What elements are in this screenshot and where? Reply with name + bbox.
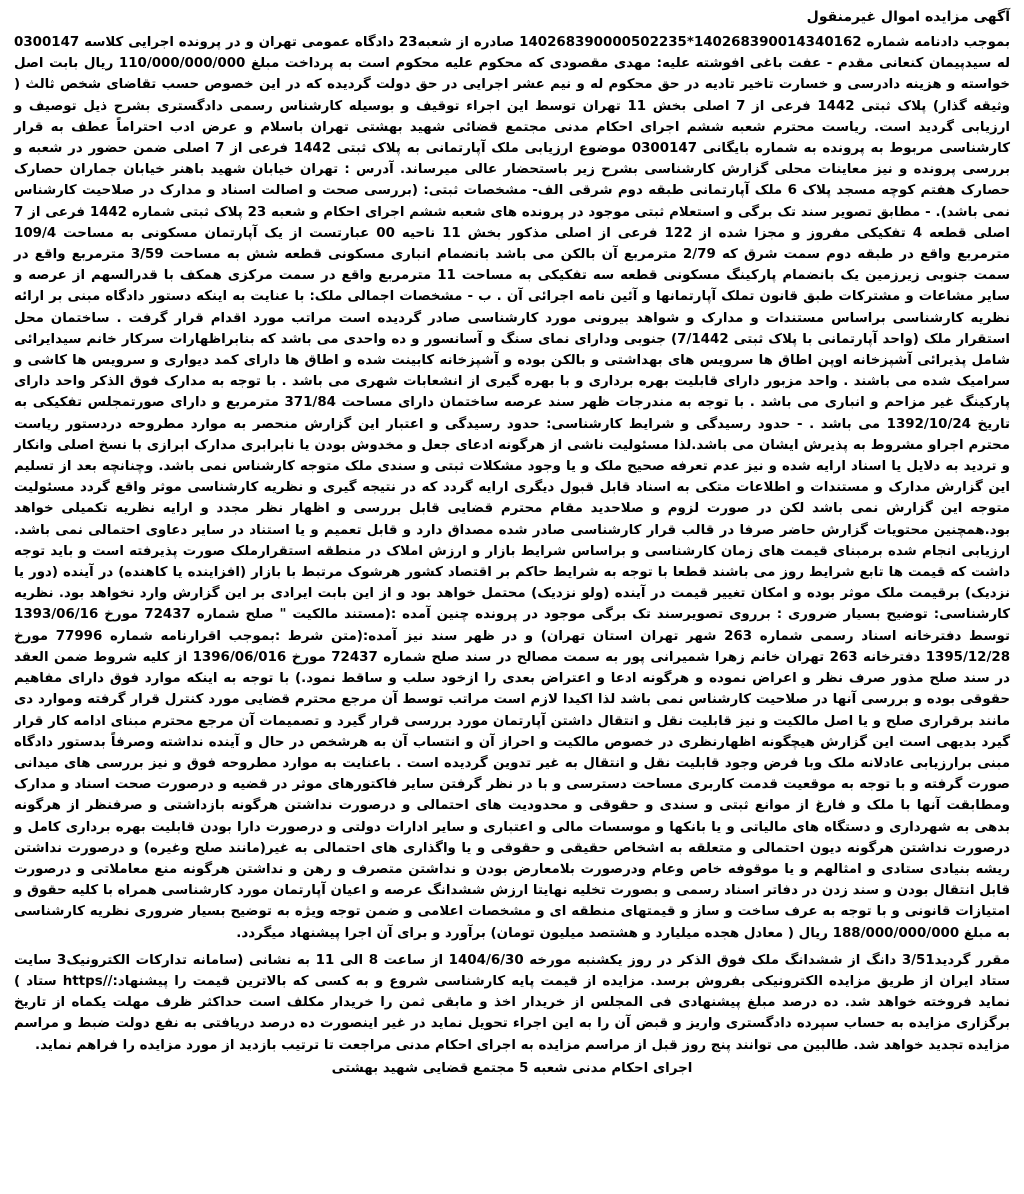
issuer-signature: اجرای احکام مدنی شعبه 5 مجتمع قضایی شهید بهشتی (331, 1060, 693, 1076)
notice-title: آگهی مزایده اموال غیرمنقول (806, 9, 1010, 25)
notice-body-paragraph: بموجب دادنامه شماره 140268390014340162*140268390000502235 صادره از شعبه23 دادگاه عمومی تهران و در پرونده اجرایی کلاسه 0300147 له سیدپیمان کنعانی مقدم - عفت باغی افوشته علیه: مهدی مقصودی که محکوم علیه محکوم است به پرداخت مبلغ 110/000/000/000 ریال بابت اصل خواسته و هزینه دادرسی و خسارت تاخیر تادیه در حق محکوم له و نیم عشر اجرایی در حق دولت گردیده که در این خصوص حسب تقاضای شخص ثالث ( وثیقه گذار) پلاک ثبتی 1442 فرعی از 7 اصلی بخش 11 تهران توسط این اجراء توقیف و بوسیله کارشناس رسمی دادگستری بشرح ذیل توصیف و ارزیابی گردید است. ریاست محترم شعبه ششم اجرای احکام مدنی مجتمع قضائی شهید بهشتی تهران باسلام و عرض ادب احتراماً عطف به قرار کارشناسی مربوط به پرونده به شماره بایگانی 0300147 موضوع ارزیابی ملک آپارتمانی به پلاک ثبتی 1442 فرعی از 7 اصلی ضمن حضور در شعبه و بررسی پرونده و نیز معاینات محلی گزارش کارشناسی بشرح زیر باستحضار عالی میرساند. آدرس : تهران خیابان شهید باهنر خیابان جماران حصارک حصارک هفتم کوچه مسجد پلاک 6 ملک آپارتمانی طبقه دوم شرقی الف- مشخصات ثبتی: (بررسی صحت و اصالت اسناد و مدارک در صلاحیت کارشناس نمی باشد). - مطابق تصویر سند تک برگی و استعلام ثبتی موجود در پرونده های شعبه ششم اجرای احکام و شعبه 23 پلاک ثبتی شماره 1442 فرعی از 7 اصلی قطعه 4 تفکیکی مفروز و مجزا شده از 122 فرعی از اصلی مذکور بخش 11 ناحیه 00 عبارتست از یک آپارتمان مسکونی به مساحت 109/4 مترمربع واقع در طبقه دوم سمت شرق که 2/79 مترمربع آن بالکن می باشد بانضمام انباری مسکونی قطعه شش به مساحت 3/59 مترمربع واقع در سمت جنوبی زیرزمین یک بانضمام پارکینگ مسکونی قطعه سه تفکیکی به مساحت 11 مترمربع واقع در سمت مرکزی همکف با قدرالسهم از عرصه و سایر مشاعات و مشترکات طبق قانون تملک آپارتمانها و آئین نامه اجرائی آن . ب - مشخصات اجمالی ملک: با عنایت به اینکه دستور دادگاه مبنی بر ارائه نظریه کارشناسی براساس مستندات و مدارک و شواهد بیرونی مورد کارشناسی صادر گردیده است مراتب مورد اقدام قرار گرفت . ساختمان محل استقرار ملک (واحد آپارتمانی با پلاک ثبتی 7/1442) جنوبی ودارای نمای سنگ و آسانسور و ده واحدی می باشد که بنابراظهارات سرکار خانم سیدایرائی شامل پذیرائی آشپزخانه اوپن اطاق ها سرویس های بهداشتی و بالکن بوده و آشپزخانه کابینت شده و اطاق ها دارای کمد دیواری و سرویس ها کاشی و سرامیک شده می باشند . واحد مزبور دارای قابلیت بهره برداری و با بهره گیری از انشعابات شهری می باشد . با توجه به مدارک فوق الذکر واحد دارای پارکینگ غیر مزاحم و انباری می باشد . با توجه به مندرجات ظهر سند عرصه ساختمان دارای مساحت 371/84 مترمربع و دارای صورتمجلس تفکیکی به تاریخ 1392/10/24 می باشد . - حدود رسیدگی و شرایط کارشناسی: حدود رسیدگی و اعتبار این گزارش منحصر به موارد مطروحه دردستور ریاست محترم اجراو مشروط به پذیرش ایشان می باشد.لذا مسئولیت ناشی از هرگونه ادعای جعل و مخدوش بودن یا نابرابری مدارک ابرازی با نسخ اصلی وانکار و تردید به دلایل یا اسناد ارایه شده و نیز عدم تعرفه صحیح ملک و یا وجود مشکلات ثبتی و سندی ملک متوجه کارشناس نمی باشد. وچنانچه بعد از تسلیم این گزارش مدارک و مستندات و اطلاعات متکی به اسناد قابل قبول دیگری ارایه گردد که در نتیجه گیری و نظریه کارشناسی موثر واقع گردد مسئولیت متوجه این گزارش نمی باشد لکن در صورت لزوم و صلاحدید مقام محترم قضایی قابل بررسی و اظهار نظر مجدد و ارایه نظریه تکمیلی خواهد بود.همچنین محتویات گزارش حاضر صرفا در قالب قرار کارشناسی صادر شده مصداق دارد و قابل تعمیم و یا استناد در سایر دعاوی احتمالی نمی باشد. ارزیابی انجام شده برمبنای قیمت های زمان کارشناسی و براساس شرایط بازار و ارزش املاک در منطقه استقرارملک صورت پذیرفته است و باید توجه داشت که قیمت ها تابع شرایط روز می باشند قطعا با توجه به شرایط حاکم بر اقتصاد کشور هرشوک مرتبط با بازار (افزاینده یا کاهنده) در آینده (دور یا نزدیک) برقیمت ملک موثر بوده و امکان تغییر قیمت در آینده (ولو نزدیک) محتمل خواهد بود و از این بابت ایرادی بر این گزارش وارد نخواهد بود. نظریه کارشناسی: توضیح بسیار ضروری : برروی تصویرسند تک برگی موجود در پرونده چنین آمده :(مستند مالکیت " صلح شماره 72437 مورخ 1393/06/16 توسط دفترخانه اسناد رسمی شماره 263 شهر تهران استان تهران) و در ظهر سند نیز آمده:(متن شرط :بموجب اقرارنامه شماره 77996 مورخ 1395/12/28 دفترخانه 263 تهران خانم زهرا شمیرانی پور به سمت مصالح در سند صلح شماره 72437 مورخ 1396/06/016 از کلیه شروط ضمن العقد در سند صلح مذور صرف نظر و اعراض نموده و هرگونه ادعا و اعتراض بعدی را ازخود سلب و ساقط نمود.) با توجه به اینکه موارد فوق دارای مفاهیم حقوقی بوده و بررسی آنها در صلاحیت کارشناس نمی باشد لذا اکیدا لازم است مراتب توسط آن مرجع محترم قضایی مورد کنترل قرار گرفته وموارد دی مانند برقراری صلح و یا اصل مالکیت و نیز قابلیت نقل و انتقال داشتن آپارتمان مورد بررسی قرار گیرد و تصمیمات آن مرجع محترم مبنای ادامه کار قرار گیرد بدیهی است این گزارش هیچگونه اظهارنظری در خصوص مالکیت و احراز آن و انتساب آن به هرشخص در حال و آینده نداشته وصرفاً بدستور دادگاه مبنی برارزیابی عادلانه ملک وبا فرض وجود قابلیت نقل و انتقال به غیر تدوین گردیده است . باعنایت به موارد مطروحه فوق و نیز بررسی های میدانی صورت گرفته و با توجه به موقعیت قدمت کاربری مساحت دسترسی و با در نظر گرفتن سایر فاکتورهای موثر در قضیه و درصورت صحت اسناد و مدارک ومطابقت آنها با ملک و فارغ از موانع ثبتی و سندی و حقوقی و محدودیت های احتمالی و درصورت نداشتن هرگونه بازداشتی و صرفنظر از هرگونه بدهی به شهرداری و دستگاه های مالیاتی و یا بانکها و موسسات مالی و اعتباری و سایر ادارات دولتی و درصورت دارا بودن قابلیت بهره برداری کامل و درصورت نداشتن هرگونه دیون احتمالی و متعلقه به اشخاص حقیقی و حقوقی و یا واگذاری های احتمالی به غیر(مانند صلح وغیره) و درصورت نداشتن ریشه بنیادی ستادی و امثالهم و یا موقوفه خاص وعام ودرصورت بلامعارض بودن و نداشتن متصرف و رهن و نداشتن هرگونه منع معاملاتی و درصورت قابل انتقال بودن و سند زدن در دفاتر اسناد رسمی و بصورت تخلیه نهایتا ارزش ششدانگ عرصه و اعیان آپارتمان مورد کارشناسی همراه با کلیه حقوق و امتیازات قانونی و با توجه به عرف ساخت و ساز و قیمتهای منطقه ای و مشخصات اعلامی و ضمن توجه ویژه به توضیح بسیار ضروری نظریه کارشناسی به مبلغ 188/000/000/000 ریال ( معادل هجده میلیارد و هشتصد میلیون تومان) برآورد و برای آن اجرا پیشنهاد میگردد. (14, 35, 1011, 941)
auction-terms-paragraph: مقرر گردید3/51 دانگ از ششدانگ ملک فوق الذکر در روز یکشنبه مورخه 1404/6/30 از ساعت 8 الی 11 به نشانی (سامانه تدارکات الکترونیک3 سایت ستاد ایران از طریق مزایده الکترونیکی بفروش برسد. مزایده از قیمت پایه کارشناسی شروع و به کسی که بالاترین قیمت را پیشنهاد://https ستاد ) نماید فروخته خواهد شد. ده درصد مبلغ پیشنهادی فی المجلس از خریدار اخذ و مابقی ثمن را خریدار مکلف است حداکثر ظرف مهلت یکماه از تاریخ برگزاری مزایده به حساب سپرده دادگستری واریز و قبض آن را به این اجراء تحویل نماید در غیر اینصورت ده درصد دریافتی به نفع دولت ضبط و مراسم مزایده تجدید خواهد شد. طالبین می توانند پنج روز قبل از مراسم مزایده به اجرای احکام مدنی مراجعت تا ترتیب بازدید از مورد مزایده را فراهم نماید. (14, 952, 1011, 1053)
